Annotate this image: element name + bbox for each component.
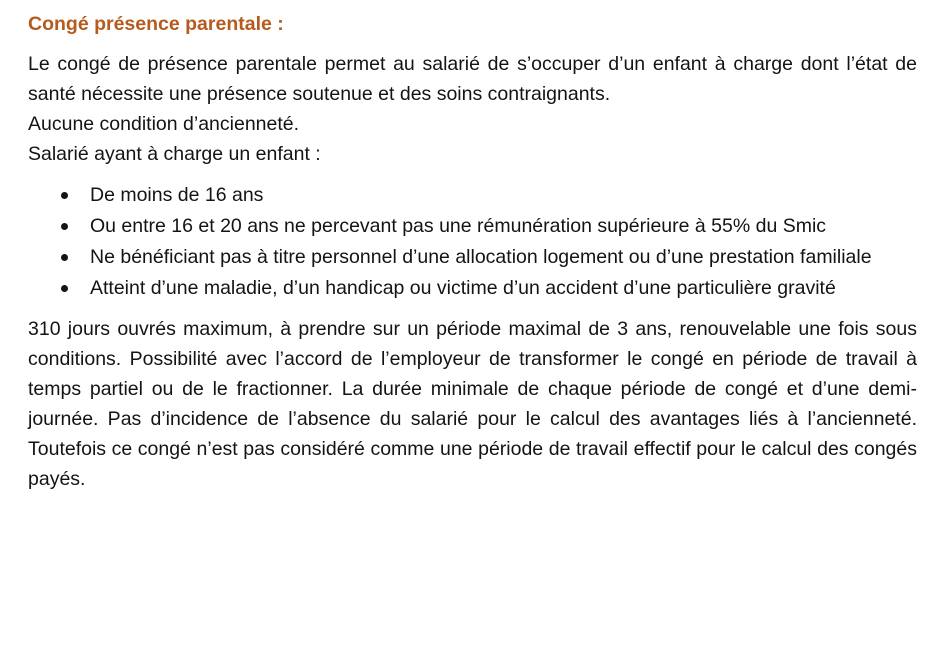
list-item (28, 242, 917, 272)
definition-paragraph: Le congé de présence parentale permet au salarié de s’occuper d’un enfant à charge dont l’état de santé nécessite une présence soutenue et des soins contraignants. (28, 53, 917, 105)
section-heading: Congé présence parentale : (28, 13, 284, 35)
conditions-list (28, 180, 917, 303)
seniority-line: Aucune condition d’ancienneté. (28, 113, 300, 135)
list-item (28, 211, 917, 241)
list-item-text: De moins de 16 ans (90, 184, 264, 206)
bullet-icon (61, 254, 68, 261)
bullet-icon (61, 223, 68, 230)
details-paragraph: 310 jours ouvrés maximum, à prendre sur un période maximal de 3 ans, renouvelable une fois sous conditions. Possibilité avec l’accord de l’employeur de transformer le congé en période de travail à temps partiel ou de le fractionner. La durée minimale de chaque période de congé et d’une demi-journée. Pas d’incidence de l’absence du salarié pour le calcul des avantages liés à l’ancienneté. Toutefois ce congé n’est pas considéré comme une période de travail effectif pour le calcul des congés payés. (28, 318, 917, 490)
document-body (28, 10, 917, 494)
list-item-text: Ne bénéficiant pas à titre personnel d’une allocation logement ou d’une prestation familiale (90, 246, 872, 268)
bullet-icon (61, 192, 68, 199)
list-item-text: Atteint d’une maladie, d’un handicap ou victime d’un accident d’une particulière gravité (90, 277, 836, 299)
list-item (28, 180, 917, 210)
list-item (28, 273, 917, 303)
eligibility-intro-line: Salarié ayant à charge un enfant : (28, 143, 321, 165)
list-item-text: Ou entre 16 et 20 ans ne percevant pas une rémunération supérieure à 55% du Smic (90, 215, 827, 237)
bullet-icon (61, 285, 68, 292)
